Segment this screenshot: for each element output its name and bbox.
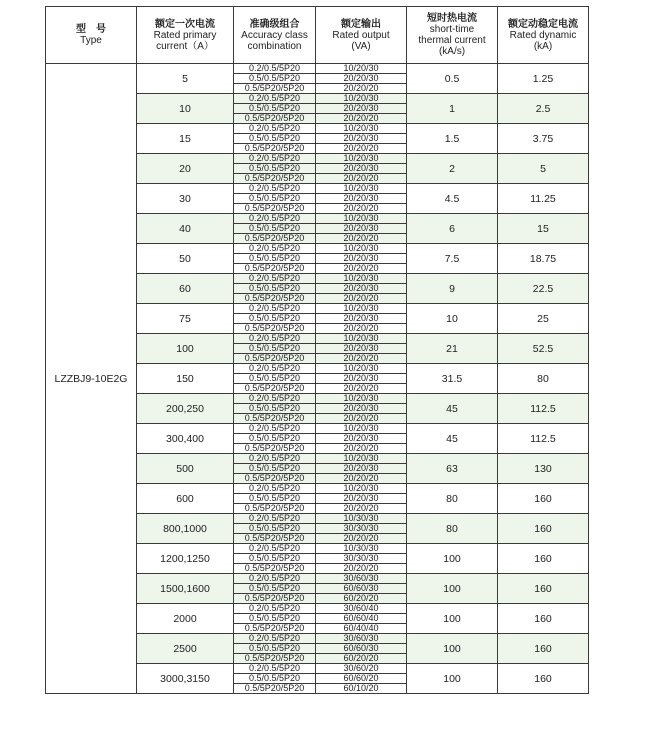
header-rated-primary-current (137, 7, 234, 64)
thermal-current-cell: 10 (407, 304, 498, 334)
accuracy-class-cell: 0.5/0.5/5P20 (234, 104, 316, 114)
header-label-zh: 额定输出 (341, 18, 381, 30)
accuracy-class-cell: 0.5/5P20/5P20 (234, 534, 316, 544)
header-type (46, 7, 137, 64)
rated-output-cell: 20/20/20 (316, 84, 407, 94)
accuracy-class-cell: 0.2/0.5/5P20 (234, 424, 316, 434)
accuracy-class-cell: 0.5/5P20/5P20 (234, 354, 316, 364)
dynamic-current-cell: 112.5 (498, 394, 589, 424)
rated-current-cell: 30 (137, 184, 234, 214)
accuracy-class-cell: 0.5/0.5/5P20 (234, 434, 316, 444)
rated-output-cell: 60/60/20 (316, 674, 407, 684)
rated-output-cell: 30/60/40 (316, 604, 407, 614)
rated-output-cell: 20/20/30 (316, 224, 407, 234)
rated-output-cell: 20/20/30 (316, 344, 407, 354)
header-rated-dynamic (498, 7, 589, 64)
accuracy-class-cell: 0.2/0.5/5P20 (234, 604, 316, 614)
accuracy-class-cell: 0.5/0.5/5P20 (234, 614, 316, 624)
rated-current-cell: 2500 (137, 634, 234, 664)
header-label-zh: 额定动稳定电流 (508, 18, 578, 30)
thermal-current-cell: 6 (407, 214, 498, 244)
accuracy-class-cell: 0.5/0.5/5P20 (234, 284, 316, 294)
header-label-en: short-time (429, 24, 475, 35)
accuracy-class-cell: 0.2/0.5/5P20 (234, 274, 316, 284)
thermal-current-cell: 63 (407, 454, 498, 484)
rated-output-cell: 10/20/30 (316, 274, 407, 284)
rated-output-cell: 20/20/20 (316, 234, 407, 244)
dynamic-current-cell: 160 (498, 604, 589, 634)
accuracy-class-cell: 0.2/0.5/5P20 (234, 634, 316, 644)
accuracy-class-cell: 0.2/0.5/5P20 (234, 484, 316, 494)
table-header (46, 7, 589, 64)
rated-output-cell: 20/20/30 (316, 104, 407, 114)
rated-output-cell: 20/20/30 (316, 254, 407, 264)
accuracy-class-cell: 0.5/0.5/5P20 (234, 554, 316, 564)
dynamic-current-cell: 160 (498, 544, 589, 574)
header-accuracy-class (234, 7, 316, 64)
header-label-en: thermal current (418, 35, 486, 46)
table-row (46, 64, 589, 74)
rated-current-cell: 500 (137, 454, 234, 484)
dynamic-current-cell: 160 (498, 664, 589, 694)
accuracy-class-cell: 0.5/5P20/5P20 (234, 204, 316, 214)
rated-current-cell: 100 (137, 334, 234, 364)
dynamic-current-cell: 25 (498, 304, 589, 334)
rated-current-cell: 200,250 (137, 394, 234, 424)
header-label-zh: 额定一次电流 (155, 18, 215, 30)
dynamic-current-cell: 160 (498, 484, 589, 514)
accuracy-class-cell: 0.5/5P20/5P20 (234, 324, 316, 334)
rated-output-cell: 20/20/20 (316, 294, 407, 304)
dynamic-current-cell: 22.5 (498, 274, 589, 304)
accuracy-class-cell: 0.2/0.5/5P20 (234, 184, 316, 194)
rated-output-cell: 10/20/30 (316, 214, 407, 224)
rated-current-cell: 3000,3150 (137, 664, 234, 694)
rated-current-cell: 1500,1600 (137, 574, 234, 604)
dynamic-current-cell: 2.5 (498, 94, 589, 124)
thermal-current-cell: 1.5 (407, 124, 498, 154)
rated-output-cell: 10/30/30 (316, 514, 407, 524)
rated-output-cell: 10/20/30 (316, 364, 407, 374)
rated-output-cell: 30/30/30 (316, 524, 407, 534)
rated-output-cell: 20/20/30 (316, 314, 407, 324)
dynamic-current-cell: 18.75 (498, 244, 589, 274)
accuracy-class-cell: 0.5/0.5/5P20 (234, 254, 316, 264)
rated-current-cell: 40 (137, 214, 234, 244)
rated-output-cell: 10/20/30 (316, 334, 407, 344)
thermal-current-cell: 45 (407, 394, 498, 424)
thermal-current-cell: 100 (407, 544, 498, 574)
rated-output-cell: 60/60/30 (316, 644, 407, 654)
rated-output-cell: 20/20/30 (316, 494, 407, 504)
thermal-current-cell: 100 (407, 634, 498, 664)
thermal-current-cell: 9 (407, 274, 498, 304)
rated-output-cell: 10/20/30 (316, 394, 407, 404)
accuracy-class-cell: 0.2/0.5/5P20 (234, 514, 316, 524)
dynamic-current-cell: 160 (498, 634, 589, 664)
accuracy-class-cell: 0.5/0.5/5P20 (234, 524, 316, 534)
header-thermal-current (407, 7, 498, 64)
accuracy-class-cell: 0.5/5P20/5P20 (234, 234, 316, 244)
rated-output-cell: 10/20/30 (316, 244, 407, 254)
accuracy-class-cell: 0.5/5P20/5P20 (234, 624, 316, 634)
dynamic-current-cell: 160 (498, 514, 589, 544)
rated-output-cell: 20/20/30 (316, 464, 407, 474)
header-label-zh: 型 号 (76, 24, 106, 35)
rated-output-cell: 10/30/30 (316, 544, 407, 554)
accuracy-class-cell: 0.5/0.5/5P20 (234, 404, 316, 414)
thermal-current-cell: 100 (407, 664, 498, 694)
thermal-current-cell: 21 (407, 334, 498, 364)
rated-output-cell: 30/60/30 (316, 634, 407, 644)
rated-output-cell: 20/20/20 (316, 474, 407, 484)
accuracy-class-cell: 0.5/5P20/5P20 (234, 114, 316, 124)
accuracy-class-cell: 0.5/0.5/5P20 (234, 314, 316, 324)
accuracy-class-cell: 0.5/5P20/5P20 (234, 654, 316, 664)
rated-output-cell: 10/20/30 (316, 424, 407, 434)
accuracy-class-cell: 0.5/0.5/5P20 (234, 224, 316, 234)
rated-output-cell: 20/20/20 (316, 444, 407, 454)
rated-current-cell: 2000 (137, 604, 234, 634)
accuracy-class-cell: 0.5/0.5/5P20 (234, 374, 316, 384)
header-label-en: Type (80, 35, 102, 46)
rated-output-cell: 20/20/20 (316, 264, 407, 274)
rated-output-cell: 10/20/30 (316, 94, 407, 104)
accuracy-class-cell: 0.5/5P20/5P20 (234, 444, 316, 454)
rated-current-cell: 20 (137, 154, 234, 184)
accuracy-class-cell: 0.2/0.5/5P20 (234, 244, 316, 254)
rated-current-cell: 10 (137, 94, 234, 124)
rated-output-cell: 10/20/30 (316, 484, 407, 494)
dynamic-current-cell: 3.75 (498, 124, 589, 154)
dynamic-current-cell: 52.5 (498, 334, 589, 364)
accuracy-class-cell: 0.5/5P20/5P20 (234, 264, 316, 274)
rated-output-cell: 20/20/20 (316, 534, 407, 544)
accuracy-class-cell: 0.2/0.5/5P20 (234, 214, 316, 224)
accuracy-class-cell: 0.2/0.5/5P20 (234, 364, 316, 374)
rated-output-cell: 10/20/30 (316, 124, 407, 134)
thermal-current-cell: 0.5 (407, 64, 498, 94)
accuracy-class-cell: 0.5/5P20/5P20 (234, 474, 316, 484)
accuracy-class-cell: 0.5/5P20/5P20 (234, 684, 316, 694)
rated-output-cell: 60/60/30 (316, 584, 407, 594)
header-label-zh: 准确级组合 (249, 18, 300, 30)
rated-output-cell: 20/20/20 (316, 564, 407, 574)
thermal-current-cell: 31.5 (407, 364, 498, 394)
rated-output-cell: 20/20/30 (316, 74, 407, 84)
header-label-en: (VA) (351, 40, 371, 52)
accuracy-class-cell: 0.2/0.5/5P20 (234, 334, 316, 344)
rated-output-cell: 30/30/30 (316, 554, 407, 564)
accuracy-class-cell: 0.5/5P20/5P20 (234, 414, 316, 424)
accuracy-class-cell: 0.5/0.5/5P20 (234, 464, 316, 474)
header-label-zh: 短时热电流 (427, 13, 477, 24)
thermal-current-cell: 100 (407, 604, 498, 634)
rated-output-cell: 20/20/30 (316, 374, 407, 384)
thermal-current-cell: 80 (407, 484, 498, 514)
rated-output-cell: 20/20/20 (316, 504, 407, 514)
accuracy-class-cell: 0.2/0.5/5P20 (234, 124, 316, 134)
rated-output-cell: 20/20/20 (316, 324, 407, 334)
rated-current-cell: 75 (137, 304, 234, 334)
rated-current-cell: 150 (137, 364, 234, 394)
thermal-current-cell: 45 (407, 424, 498, 454)
dynamic-current-cell: 112.5 (498, 424, 589, 454)
rated-output-cell: 30/60/30 (316, 574, 407, 584)
accuracy-class-cell: 0.2/0.5/5P20 (234, 574, 316, 584)
thermal-current-cell: 100 (407, 574, 498, 604)
dynamic-current-cell: 1.25 (498, 64, 589, 94)
accuracy-class-cell: 0.5/5P20/5P20 (234, 294, 316, 304)
rated-current-cell: 60 (137, 274, 234, 304)
rated-output-cell: 20/20/30 (316, 164, 407, 174)
rated-current-cell: 1200,1250 (137, 544, 234, 574)
header-label-en: (kA) (533, 40, 553, 52)
accuracy-class-cell: 0.2/0.5/5P20 (234, 94, 316, 104)
rated-output-cell: 20/20/20 (316, 174, 407, 184)
header-label-en: Accuracy class (241, 29, 308, 41)
accuracy-class-cell: 0.5/0.5/5P20 (234, 164, 316, 174)
accuracy-class-cell: 0.5/0.5/5P20 (234, 674, 316, 684)
table-body (46, 64, 589, 694)
dynamic-current-cell: 130 (498, 454, 589, 484)
rated-current-cell: 300,400 (137, 424, 234, 454)
rated-output-cell: 20/20/30 (316, 404, 407, 414)
accuracy-class-cell: 0.5/0.5/5P20 (234, 644, 316, 654)
dynamic-current-cell: 5 (498, 154, 589, 184)
rated-output-cell: 20/20/20 (316, 354, 407, 364)
rated-output-cell: 20/20/30 (316, 194, 407, 204)
rated-current-cell: 50 (137, 244, 234, 274)
header-label-en: current（A） (156, 40, 214, 52)
rated-output-cell: 60/20/20 (316, 594, 407, 604)
accuracy-class-cell: 0.5/0.5/5P20 (234, 584, 316, 594)
thermal-current-cell: 2 (407, 154, 498, 184)
rated-output-cell: 10/20/30 (316, 64, 407, 74)
accuracy-class-cell: 0.5/5P20/5P20 (234, 564, 316, 574)
accuracy-class-cell: 0.2/0.5/5P20 (234, 64, 316, 74)
accuracy-class-cell: 0.2/0.5/5P20 (234, 304, 316, 314)
rated-output-cell: 60/10/20 (316, 684, 407, 694)
dynamic-current-cell: 15 (498, 214, 589, 244)
thermal-current-cell: 1 (407, 94, 498, 124)
header-label-en: (kA/s) (438, 46, 466, 57)
accuracy-class-cell: 0.5/5P20/5P20 (234, 594, 316, 604)
accuracy-class-cell: 0.5/5P20/5P20 (234, 84, 316, 94)
rated-output-cell: 20/20/20 (316, 114, 407, 124)
model-cell: LZZBJ9-10E2G (46, 64, 137, 694)
accuracy-class-cell: 0.5/5P20/5P20 (234, 174, 316, 184)
header-label-en: Rated dynamic (509, 29, 577, 41)
accuracy-class-cell: 0.2/0.5/5P20 (234, 454, 316, 464)
rated-output-cell: 10/20/30 (316, 154, 407, 164)
rated-output-cell: 30/60/20 (316, 664, 407, 674)
rated-output-cell: 20/20/20 (316, 384, 407, 394)
rated-current-cell: 600 (137, 484, 234, 514)
rated-output-cell: 60/40/40 (316, 624, 407, 634)
accuracy-class-cell: 0.5/0.5/5P20 (234, 74, 316, 84)
dynamic-current-cell: 11.25 (498, 184, 589, 214)
rated-output-cell: 60/20/20 (316, 654, 407, 664)
header-label-en: Rated output (332, 29, 390, 41)
rated-output-cell: 20/20/30 (316, 134, 407, 144)
thermal-current-cell: 7.5 (407, 244, 498, 274)
rated-current-cell: 800,1000 (137, 514, 234, 544)
header-label-en: Rated primary (153, 29, 217, 41)
rated-output-cell: 20/20/20 (316, 414, 407, 424)
rated-current-cell: 5 (137, 64, 234, 94)
dynamic-current-cell: 80 (498, 364, 589, 394)
accuracy-class-cell: 0.5/5P20/5P20 (234, 504, 316, 514)
rated-output-cell: 20/20/30 (316, 434, 407, 444)
dynamic-current-cell: 160 (498, 574, 589, 604)
accuracy-class-cell: 0.5/0.5/5P20 (234, 194, 316, 204)
rated-output-cell: 10/20/30 (316, 184, 407, 194)
rated-output-cell: 60/60/40 (316, 614, 407, 624)
header-label-en: combination (247, 40, 302, 52)
header-rated-output (316, 7, 407, 64)
rated-current-cell: 15 (137, 124, 234, 154)
accuracy-class-cell: 0.5/5P20/5P20 (234, 144, 316, 154)
rated-output-cell: 10/20/30 (316, 454, 407, 464)
accuracy-class-cell: 0.2/0.5/5P20 (234, 394, 316, 404)
accuracy-class-cell: 0.5/5P20/5P20 (234, 384, 316, 394)
rated-output-cell: 20/20/30 (316, 284, 407, 294)
rated-output-cell: 20/20/20 (316, 204, 407, 214)
accuracy-class-cell: 0.2/0.5/5P20 (234, 544, 316, 554)
accuracy-class-cell: 0.5/0.5/5P20 (234, 134, 316, 144)
spec-table (45, 6, 589, 694)
rated-output-cell: 10/20/30 (316, 304, 407, 314)
accuracy-class-cell: 0.2/0.5/5P20 (234, 664, 316, 674)
accuracy-class-cell: 0.2/0.5/5P20 (234, 154, 316, 164)
accuracy-class-cell: 0.5/0.5/5P20 (234, 494, 316, 504)
thermal-current-cell: 80 (407, 514, 498, 544)
rated-output-cell: 20/20/20 (316, 144, 407, 154)
accuracy-class-cell: 0.5/0.5/5P20 (234, 344, 316, 354)
thermal-current-cell: 4.5 (407, 184, 498, 214)
